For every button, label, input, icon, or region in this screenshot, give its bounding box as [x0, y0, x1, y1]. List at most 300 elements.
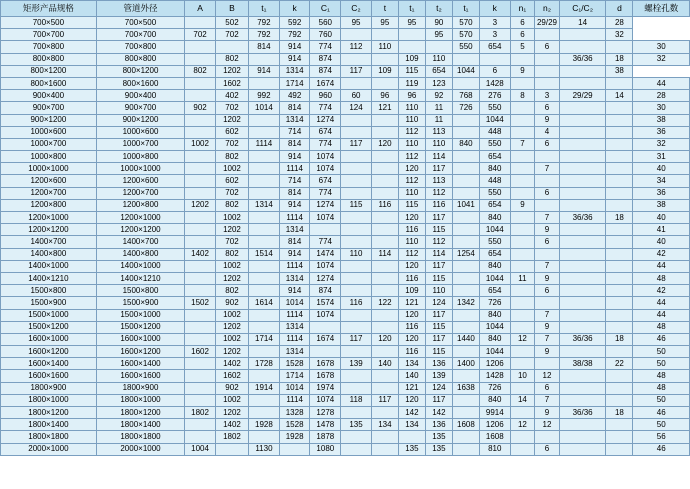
cell-r28-c11: 1400: [452, 358, 479, 370]
cell-r0-c7: 95: [341, 17, 372, 29]
cell-r1-c10: 95: [425, 29, 452, 41]
cell-r21-c5: 1314: [279, 272, 310, 284]
cell-r29-c4: [249, 370, 280, 382]
cell-r12-c14: 7: [535, 163, 560, 175]
cell-r19-c10: 114: [425, 248, 452, 260]
cell-r20-c14: 7: [535, 260, 560, 272]
cell-r5-c15: [559, 77, 606, 89]
column-header-10: t₂: [425, 1, 452, 17]
cell-r27-c4: [249, 346, 280, 358]
cell-r2-c4: 814: [249, 41, 280, 53]
table-row: [1, 272, 690, 284]
cell-r23-c12: 726: [479, 297, 510, 309]
cell-r1-c15: [559, 29, 606, 41]
cell-r0-c15: 14: [559, 17, 606, 29]
cell-r1-c6: 760: [310, 29, 341, 41]
cell-r22-c10: 110: [425, 285, 452, 297]
cell-r3-c3: 802: [215, 53, 248, 65]
cell-r12-c16: [606, 163, 633, 175]
cell-r25-c14: 9: [535, 321, 560, 333]
cell-r34-c8: [371, 431, 398, 443]
table-row: [1, 41, 690, 53]
cell-r9-c15: [559, 126, 606, 138]
cell-r30-c14: 6: [535, 382, 560, 394]
cell-r18-c7: [341, 236, 372, 248]
cell-r17-c13: [510, 224, 535, 236]
cell-r28-c8: 140: [371, 358, 398, 370]
table-row: [1, 163, 690, 175]
cell-r0-c1: 700×500: [96, 17, 184, 29]
cell-r2-c2: [185, 41, 216, 53]
cell-r13-c4: [249, 175, 280, 187]
cell-r2-c17: 30: [633, 41, 690, 53]
cell-r18-c12: 550: [479, 236, 510, 248]
cell-r4-c2: 802: [185, 65, 216, 77]
cell-r4-c16: 38: [606, 65, 633, 77]
cell-r30-c4: 1914: [249, 382, 280, 394]
cell-r26-c12: 840: [479, 333, 510, 345]
cell-r1-c13: 6: [510, 29, 535, 41]
cell-r2-c11: 550: [452, 41, 479, 53]
cell-r27-c15: [559, 346, 606, 358]
cell-r32-c2: 1802: [185, 407, 216, 419]
cell-r25-c0: 1500×1200: [1, 321, 97, 333]
cell-r8-c8: [371, 114, 398, 126]
cell-r3-c14: [535, 53, 560, 65]
cell-r10-c16: [606, 138, 633, 150]
cell-r29-c13: 10: [510, 370, 535, 382]
cell-r2-c13: 5: [510, 41, 535, 53]
cell-r10-c13: 7: [510, 138, 535, 150]
cell-r17-c15: [559, 224, 606, 236]
cell-r9-c9: 112: [398, 126, 425, 138]
table-row: [1, 431, 690, 443]
cell-r34-c14: [535, 431, 560, 443]
cell-r34-c17: 56: [633, 431, 690, 443]
cell-r18-c3: 702: [215, 236, 248, 248]
cell-r5-c14: [535, 77, 560, 89]
cell-r26-c6: 1674: [310, 333, 341, 345]
cell-r16-c0: 1200×1000: [1, 212, 97, 224]
cell-r20-c17: 44: [633, 260, 690, 272]
cell-r5-c8: [371, 77, 398, 89]
cell-r7-c0: 900×700: [1, 102, 97, 114]
cell-r20-c0: 1400×1000: [1, 260, 97, 272]
cell-r23-c15: [559, 297, 606, 309]
cell-r1-c3: 702: [215, 29, 248, 41]
cell-r0-c14: 29/29: [535, 17, 560, 29]
cell-r24-c6: 1074: [310, 309, 341, 321]
cell-r34-c5: 1928: [279, 431, 310, 443]
cell-r34-c10: 135: [425, 431, 452, 443]
cell-r27-c1: 1600×1200: [96, 346, 184, 358]
cell-r8-c1: 900×1200: [96, 114, 184, 126]
cell-r25-c9: 116: [398, 321, 425, 333]
cell-r30-c8: [371, 382, 398, 394]
cell-r7-c5: 814: [279, 102, 310, 114]
column-header-13: n₁: [510, 1, 535, 17]
cell-r32-c9: 142: [398, 407, 425, 419]
cell-r21-c14: 9: [535, 272, 560, 284]
cell-r29-c11: [452, 370, 479, 382]
cell-r12-c7: [341, 163, 372, 175]
cell-r16-c15: 36/36: [559, 212, 606, 224]
cell-r31-c13: 14: [510, 394, 535, 406]
cell-r23-c17: 44: [633, 297, 690, 309]
cell-r22-c3: 802: [215, 285, 248, 297]
cell-r31-c14: 7: [535, 394, 560, 406]
cell-r15-c7: 115: [341, 199, 372, 211]
cell-r4-c9: 115: [398, 65, 425, 77]
cell-r26-c14: 7: [535, 333, 560, 345]
cell-r31-c17: 50: [633, 394, 690, 406]
cell-r32-c0: 1800×1200: [1, 407, 97, 419]
cell-r30-c6: 1974: [310, 382, 341, 394]
cell-r33-c4: 1928: [249, 419, 280, 431]
cell-r29-c12: 1428: [479, 370, 510, 382]
cell-r0-c13: 6: [510, 17, 535, 29]
cell-r13-c17: 34: [633, 175, 690, 187]
cell-r22-c13: [510, 285, 535, 297]
cell-r9-c13: [510, 126, 535, 138]
cell-r34-c13: [510, 431, 535, 443]
cell-r8-c0: 900×1200: [1, 114, 97, 126]
cell-r25-c10: 115: [425, 321, 452, 333]
cell-r26-c10: 117: [425, 333, 452, 345]
cell-r25-c15: [559, 321, 606, 333]
cell-r2-c10: [425, 41, 452, 53]
cell-r5-c10: 123: [425, 77, 452, 89]
cell-r33-c3: 1402: [215, 419, 248, 431]
cell-r16-c4: [249, 212, 280, 224]
cell-r1-c5: 792: [279, 29, 310, 41]
cell-r30-c3: 902: [215, 382, 248, 394]
cell-r21-c10: 115: [425, 272, 452, 284]
cell-r2-c7: 112: [341, 41, 372, 53]
cell-r15-c5: 914: [279, 199, 310, 211]
cell-r17-c16: [606, 224, 633, 236]
cell-r23-c14: [535, 297, 560, 309]
table-row: [1, 394, 690, 406]
cell-r22-c7: [341, 285, 372, 297]
cell-r31-c6: 1074: [310, 394, 341, 406]
cell-r5-c17: 44: [633, 77, 690, 89]
cell-r27-c12: 1044: [479, 346, 510, 358]
cell-r20-c12: 840: [479, 260, 510, 272]
cell-r12-c1: 1000×1000: [96, 163, 184, 175]
cell-r22-c5: 914: [279, 285, 310, 297]
cell-r20-c6: 1074: [310, 260, 341, 272]
cell-r22-c8: [371, 285, 398, 297]
cell-r10-c14: 6: [535, 138, 560, 150]
cell-r2-c14: 6: [535, 41, 560, 53]
cell-r1-c1: 700×700: [96, 29, 184, 41]
column-header-5: k: [279, 1, 310, 17]
cell-r17-c5: 1314: [279, 224, 310, 236]
cell-r28-c0: 1600×1400: [1, 358, 97, 370]
cell-r17-c10: 115: [425, 224, 452, 236]
cell-r11-c13: [510, 151, 535, 163]
cell-r20-c7: [341, 260, 372, 272]
cell-r21-c17: 48: [633, 272, 690, 284]
cell-r31-c11: [452, 394, 479, 406]
cell-r25-c16: [606, 321, 633, 333]
cell-r7-c3: 702: [215, 102, 248, 114]
cell-r19-c14: [535, 248, 560, 260]
cell-r7-c8: 121: [371, 102, 398, 114]
cell-r35-c13: [510, 443, 535, 455]
cell-r26-c16: 18: [606, 333, 633, 345]
cell-r4-c1: 800×1200: [96, 65, 184, 77]
cell-r25-c8: [371, 321, 398, 333]
cell-r30-c2: [185, 382, 216, 394]
cell-r14-c1: 1200×700: [96, 187, 184, 199]
cell-r21-c16: [606, 272, 633, 284]
cell-r32-c15: 36/36: [559, 407, 606, 419]
cell-r26-c7: 117: [341, 333, 372, 345]
column-header-8: t: [371, 1, 398, 17]
cell-r23-c6: 1574: [310, 297, 341, 309]
cell-r23-c1: 1500×900: [96, 297, 184, 309]
cell-r6-c1: 900×400: [96, 90, 184, 102]
cell-r16-c1: 1200×1000: [96, 212, 184, 224]
cell-r21-c4: [249, 272, 280, 284]
cell-r21-c0: 1400×1210: [1, 272, 97, 284]
cell-r6-c11: 768: [452, 90, 479, 102]
cell-r31-c0: 1800×1000: [1, 394, 97, 406]
cell-r3-c13: [510, 53, 535, 65]
cell-r21-c9: 116: [398, 272, 425, 284]
cell-r34-c3: 1802: [215, 431, 248, 443]
table-row: [1, 17, 690, 29]
cell-r24-c13: [510, 309, 535, 321]
cell-r32-c6: 1278: [310, 407, 341, 419]
cell-r35-c17: 46: [633, 443, 690, 455]
column-header-15: C₁/C₂: [559, 1, 606, 17]
cell-r29-c6: 1678: [310, 370, 341, 382]
cell-r6-c13: 8: [510, 90, 535, 102]
cell-r13-c0: 1200×600: [1, 175, 97, 187]
table-row: [1, 90, 690, 102]
cell-r14-c16: [606, 187, 633, 199]
cell-r6-c8: 96: [371, 90, 398, 102]
cell-r5-c0: 800×1600: [1, 77, 97, 89]
cell-r32-c16: 18: [606, 407, 633, 419]
cell-r19-c1: 1400×800: [96, 248, 184, 260]
cell-r6-c12: 276: [479, 90, 510, 102]
cell-r5-c9: 119: [398, 77, 425, 89]
cell-r16-c17: 40: [633, 212, 690, 224]
cell-r1-c12: 3: [479, 29, 510, 41]
cell-r4-c15: [559, 65, 606, 77]
cell-r9-c10: 113: [425, 126, 452, 138]
cell-r5-c4: [249, 77, 280, 89]
cell-r34-c15: [559, 431, 606, 443]
table-row: [1, 187, 690, 199]
cell-r30-c11: 1638: [452, 382, 479, 394]
cell-r22-c1: 1500×800: [96, 285, 184, 297]
table-row: [1, 212, 690, 224]
cell-r25-c1: 1500×1200: [96, 321, 184, 333]
cell-r5-c3: 1602: [215, 77, 248, 89]
cell-r6-c10: 92: [425, 90, 452, 102]
cell-r5-c13: [510, 77, 535, 89]
table-row: [1, 370, 690, 382]
cell-r31-c8: 117: [371, 394, 398, 406]
cell-r13-c10: 113: [425, 175, 452, 187]
cell-r12-c0: 1000×1000: [1, 163, 97, 175]
cell-r6-c4: 992: [249, 90, 280, 102]
column-header-11: t₁: [452, 1, 479, 17]
cell-r21-c2: [185, 272, 216, 284]
cell-r14-c7: [341, 187, 372, 199]
cell-r8-c14: 9: [535, 114, 560, 126]
table-row: [1, 443, 690, 455]
cell-r24-c10: 117: [425, 309, 452, 321]
cell-r32-c10: 142: [425, 407, 452, 419]
table-row: [1, 236, 690, 248]
cell-r20-c13: [510, 260, 535, 272]
cell-r32-c3: 1202: [215, 407, 248, 419]
cell-r9-c4: [249, 126, 280, 138]
cell-r30-c5: 1014: [279, 382, 310, 394]
cell-r15-c10: 116: [425, 199, 452, 211]
cell-r2-c15: [559, 41, 606, 53]
cell-r29-c15: [559, 370, 606, 382]
cell-r24-c9: 120: [398, 309, 425, 321]
cell-r28-c9: 134: [398, 358, 425, 370]
cell-r10-c11: 840: [452, 138, 479, 150]
cell-r20-c4: [249, 260, 280, 272]
cell-r18-c14: 6: [535, 236, 560, 248]
cell-r22-c9: 109: [398, 285, 425, 297]
cell-r11-c10: 114: [425, 151, 452, 163]
cell-r21-c1: 1400×1210: [96, 272, 184, 284]
column-header-9: t₁: [398, 1, 425, 17]
cell-r7-c6: 774: [310, 102, 341, 114]
cell-r12-c17: 40: [633, 163, 690, 175]
cell-r23-c11: 1342: [452, 297, 479, 309]
cell-r31-c7: 118: [341, 394, 372, 406]
cell-r19-c12: 654: [479, 248, 510, 260]
cell-r31-c10: 117: [425, 394, 452, 406]
cell-r27-c2: 1602: [185, 346, 216, 358]
table-row: [1, 77, 690, 89]
cell-r21-c6: 1274: [310, 272, 341, 284]
cell-r3-c16: 18: [606, 53, 633, 65]
column-header-6: C₁: [310, 1, 341, 17]
cell-r1-c14: [535, 29, 560, 41]
cell-r2-c1: 700×800: [96, 41, 184, 53]
cell-r23-c7: 116: [341, 297, 372, 309]
cell-r11-c17: 31: [633, 151, 690, 163]
cell-r29-c5: 1714: [279, 370, 310, 382]
cell-r17-c3: 1202: [215, 224, 248, 236]
cell-r1-c0: 700×700: [1, 29, 97, 41]
cell-r0-c16: 28: [606, 17, 633, 29]
cell-r4-c10: 654: [425, 65, 452, 77]
cell-r19-c5: 914: [279, 248, 310, 260]
cell-r2-c9: [398, 41, 425, 53]
cell-r4-c4: 914: [249, 65, 280, 77]
cell-r9-c8: [371, 126, 398, 138]
cell-r29-c9: 140: [398, 370, 425, 382]
table-body: [1, 17, 690, 456]
cell-r27-c11: [452, 346, 479, 358]
cell-r33-c5: 1528: [279, 419, 310, 431]
cell-r0-c4: 792: [249, 17, 280, 29]
cell-r3-c17: 32: [633, 53, 690, 65]
cell-r6-c9: 96: [398, 90, 425, 102]
cell-r17-c17: 41: [633, 224, 690, 236]
cell-r32-c7: [341, 407, 372, 419]
table-row: [1, 285, 690, 297]
cell-r25-c11: [452, 321, 479, 333]
cell-r33-c14: 12: [535, 419, 560, 431]
cell-r13-c16: [606, 175, 633, 187]
cell-r22-c17: 42: [633, 285, 690, 297]
cell-r1-c11: 570: [452, 29, 479, 41]
cell-r24-c17: 44: [633, 309, 690, 321]
cell-r33-c6: 1478: [310, 419, 341, 431]
column-header-12: k: [479, 1, 510, 17]
cell-r16-c10: 117: [425, 212, 452, 224]
cell-r10-c2: 1002: [185, 138, 216, 150]
cell-r13-c12: 448: [479, 175, 510, 187]
cell-r34-c16: [606, 431, 633, 443]
cell-r15-c16: [606, 199, 633, 211]
cell-r31-c3: 1002: [215, 394, 248, 406]
cell-r19-c16: [606, 248, 633, 260]
cell-r18-c10: 112: [425, 236, 452, 248]
cell-r34-c7: [341, 431, 372, 443]
cell-r3-c6: 874: [310, 53, 341, 65]
column-header-7: C₂: [341, 1, 372, 17]
cell-r33-c10: 136: [425, 419, 452, 431]
cell-r11-c16: [606, 151, 633, 163]
cell-r15-c3: 802: [215, 199, 248, 211]
cell-r31-c12: 840: [479, 394, 510, 406]
cell-r33-c1: 1800×1400: [96, 419, 184, 431]
cell-r27-c13: [510, 346, 535, 358]
cell-r16-c5: 1114: [279, 212, 310, 224]
cell-r2-c0: 700×800: [1, 41, 97, 53]
cell-r32-c8: [371, 407, 398, 419]
cell-r13-c9: 112: [398, 175, 425, 187]
cell-r3-c11: [452, 53, 479, 65]
cell-r27-c0: 1600×1200: [1, 346, 97, 358]
cell-r35-c16: [606, 443, 633, 455]
cell-r9-c14: 4: [535, 126, 560, 138]
cell-r17-c8: [371, 224, 398, 236]
cell-r27-c8: [371, 346, 398, 358]
cell-r10-c12: 550: [479, 138, 510, 150]
cell-r6-c3: 402: [215, 90, 248, 102]
cell-r18-c4: [249, 236, 280, 248]
cell-r24-c8: [371, 309, 398, 321]
cell-r24-c0: 1500×1000: [1, 309, 97, 321]
cell-r29-c14: 12: [535, 370, 560, 382]
cell-r23-c10: 124: [425, 297, 452, 309]
cell-r26-c13: 12: [510, 333, 535, 345]
cell-r15-c12: 654: [479, 199, 510, 211]
cell-r33-c0: 1800×1400: [1, 419, 97, 431]
cell-r17-c14: 9: [535, 224, 560, 236]
cell-r17-c9: 116: [398, 224, 425, 236]
cell-r4-c13: 9: [510, 65, 535, 77]
cell-r4-c8: 109: [371, 65, 398, 77]
cell-r7-c15: [559, 102, 606, 114]
